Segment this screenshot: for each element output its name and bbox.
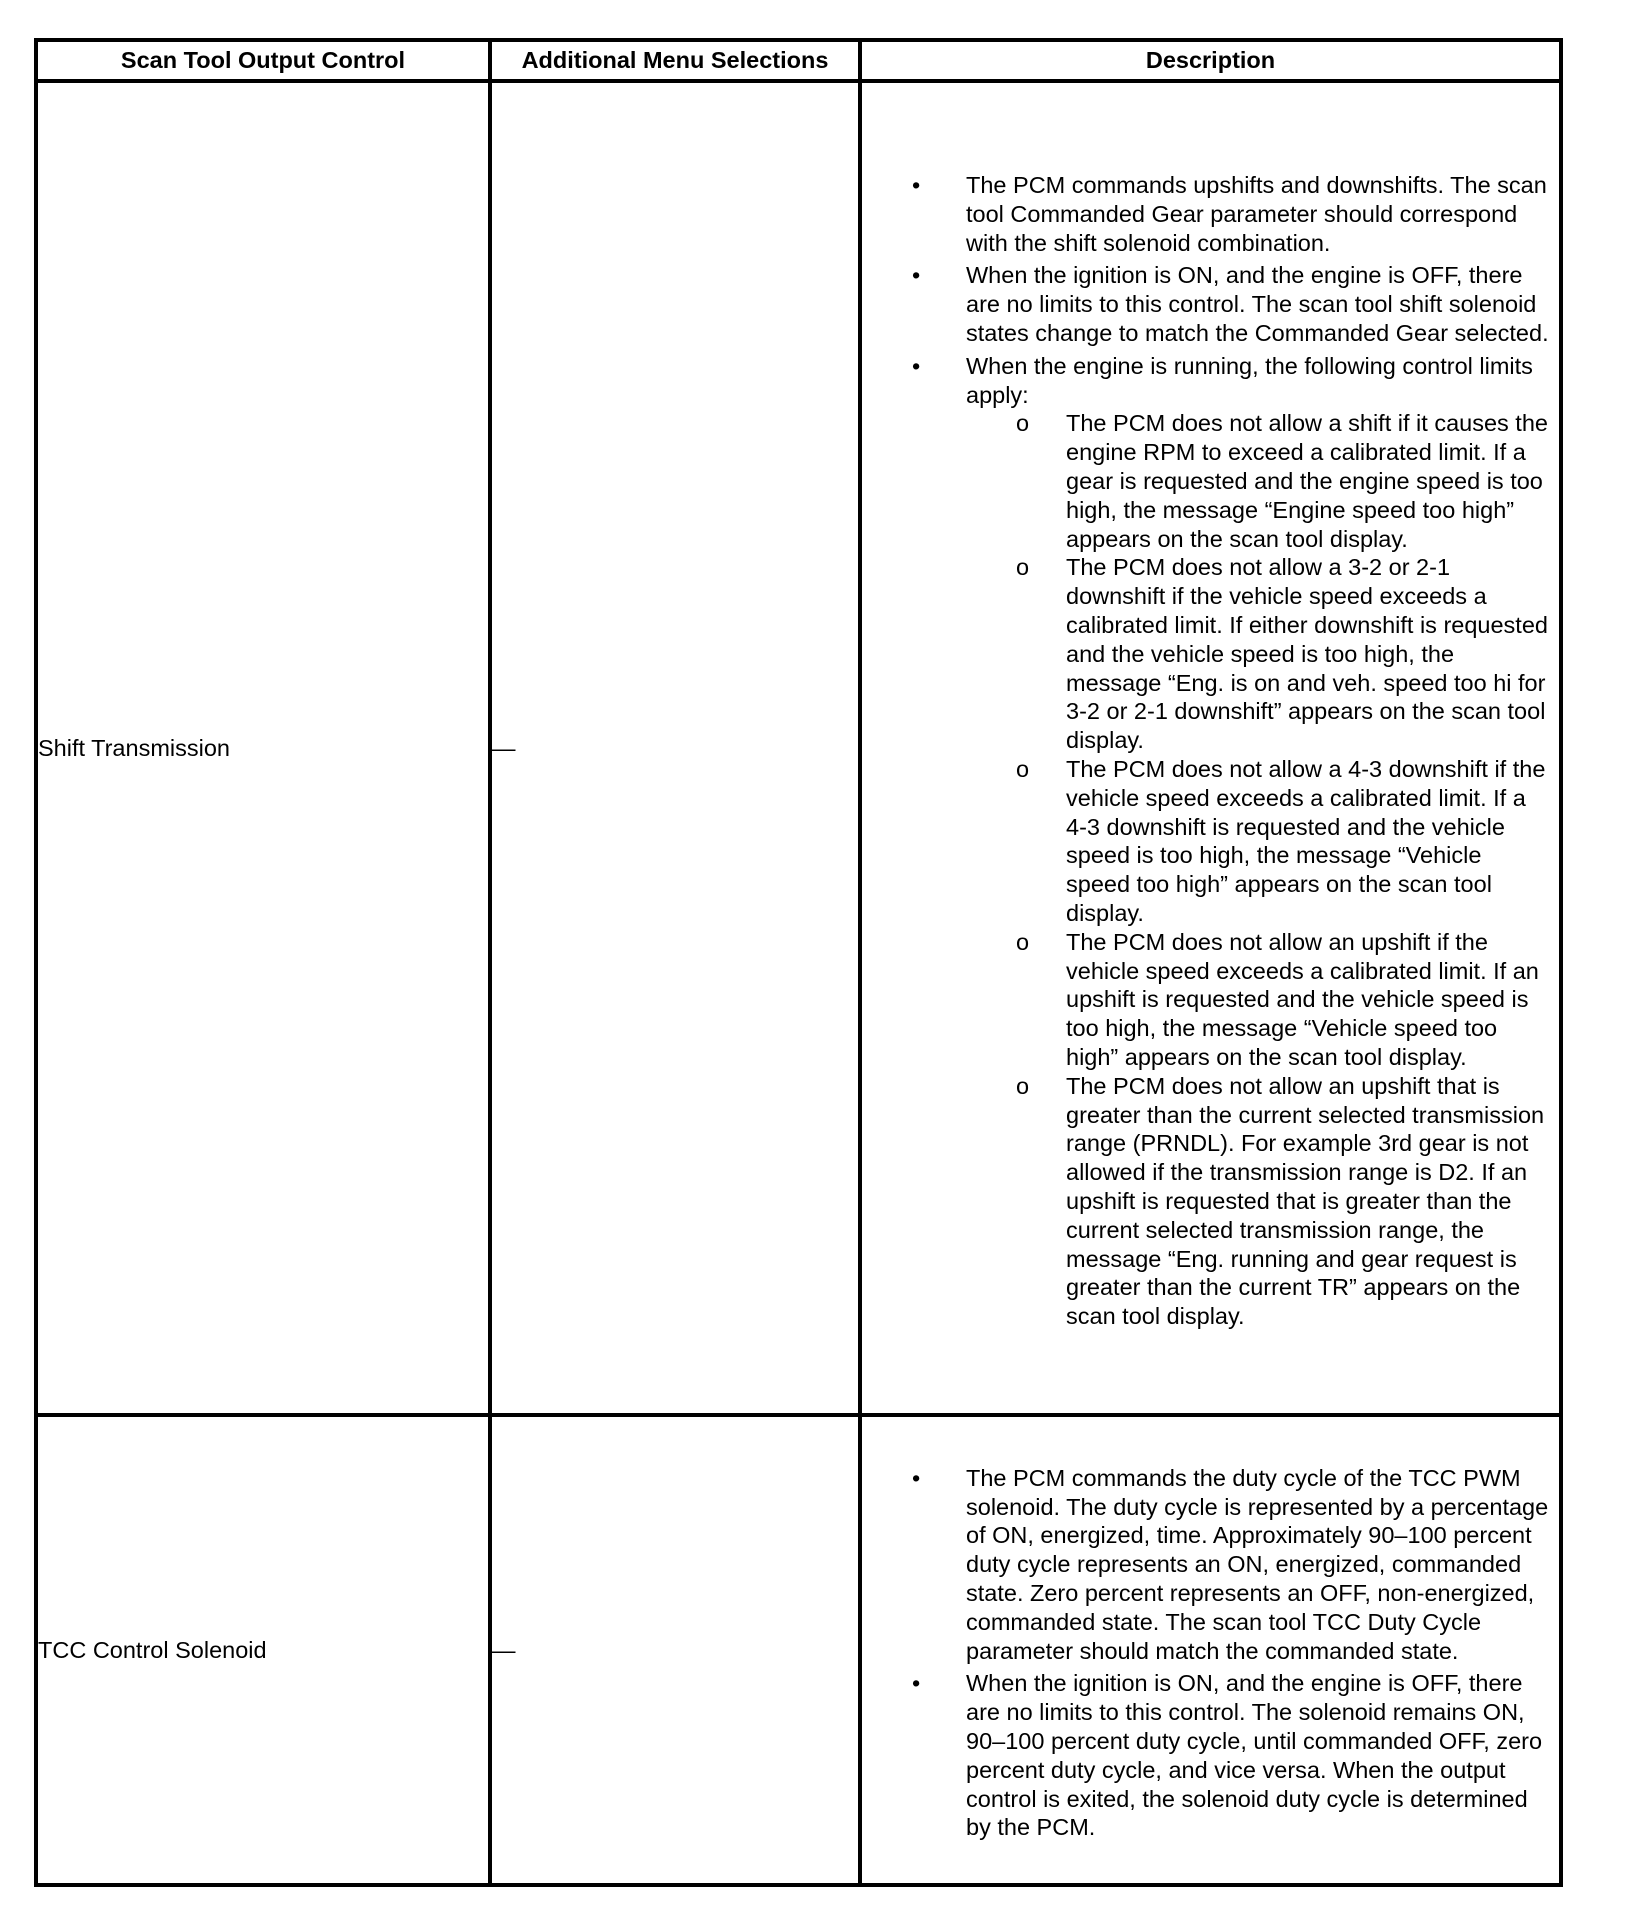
menu-selection: — [490, 81, 860, 1415]
control-name: TCC Control Solenoid [36, 1415, 490, 1885]
bullet-item: • When the ignition is ON, and the engine is OFF, there are no limits to this control. The solenoid remains ON, 90–100 percent duty cycle, until commanded OFF, zero percent duty cycle, and vice versa. When the output control is exited, the solenoid duty cycle is determined by the PCM. [966, 1669, 1549, 1842]
table-row-tcc-control-solenoid [36, 1415, 1561, 1885]
header-description: Description [860, 40, 1561, 81]
menu-selection: — [490, 1415, 860, 1885]
header-additional-menu-selections: Additional Menu Selections [490, 40, 860, 81]
sub-bullet-list [966, 409, 1549, 1331]
bullet-item: • When the ignition is ON, and the engine is OFF, there are no limits to this control. The scan tool shift solenoid states change to match the Commanded Gear selected. [966, 261, 1549, 347]
sub-bullet-item: o The PCM does not allow an upshift that is greater than the current selected transmission range (PRNDL). For example 3rd gear is not allowed if the transmission range is D2. If an upshift is requested that is greater than the current selected transmission range, the message “Eng. running and gear request is greater than the current TR” appears on the scan tool display. [1066, 1072, 1549, 1331]
bullet-item: • The PCM commands the duty cycle of the TCC PWM solenoid. The duty cycle is represented by a percentage of ON, energized, time. Approximately 90–100 percent duty cycle represents an ON, energized, commanded state. Zero percent represents an OFF, non-energized, commanded state. The scan tool TCC Duty Cycle parameter should match the commanded state. [966, 1464, 1549, 1666]
table-header-row [36, 40, 1561, 81]
description-bullet-list [862, 1464, 1549, 1842]
description-bullet-list [862, 171, 1549, 1331]
sub-bullet-item: o The PCM does not allow a 4-3 downshift if the vehicle speed exceeds a calibrated limit. If a 4-3 downshift is requested and the vehicle speed is too high, the message “Vehicle speed too high” appears on the scan tool display. [1066, 755, 1549, 928]
table-row-shift-transmission [36, 81, 1561, 1415]
control-name: Shift Transmission [36, 81, 490, 1415]
sub-bullet-item: o The PCM does not allow an upshift if the vehicle speed exceeds a calibrated limit. If an upshift is requested and the vehicle speed is too high, the message “Vehicle speed too high” appears on the scan tool display. [1066, 928, 1549, 1072]
bullet-item-text: When the engine is running, the following control limits apply: [966, 352, 1533, 408]
description-cell [860, 1415, 1561, 1885]
output-control-table [34, 38, 1563, 1887]
bullet-item: • The PCM commands upshifts and downshifts. The scan tool Commanded Gear parameter should correspond with the shift solenoid combination. [966, 171, 1549, 257]
description-cell [860, 81, 1561, 1415]
sub-bullet-item: o The PCM does not allow a 3-2 or 2-1 downshift if the vehicle speed exceeds a calibrated limit. If either downshift is requested and the vehicle speed is too high, the message “Eng. is on and veh. speed too hi for 3-2 or 2-1 downshift” appears on the scan tool display. [1066, 553, 1549, 755]
bullet-item [966, 352, 1549, 1331]
sub-bullet-item: o The PCM does not allow a shift if it causes the engine RPM to exceed a calibrated limit. If a gear is requested and the engine speed is too high, the message “Engine speed too high” appears on the scan tool display. [1066, 409, 1549, 553]
header-scan-tool-output-control: Scan Tool Output Control [36, 40, 490, 81]
